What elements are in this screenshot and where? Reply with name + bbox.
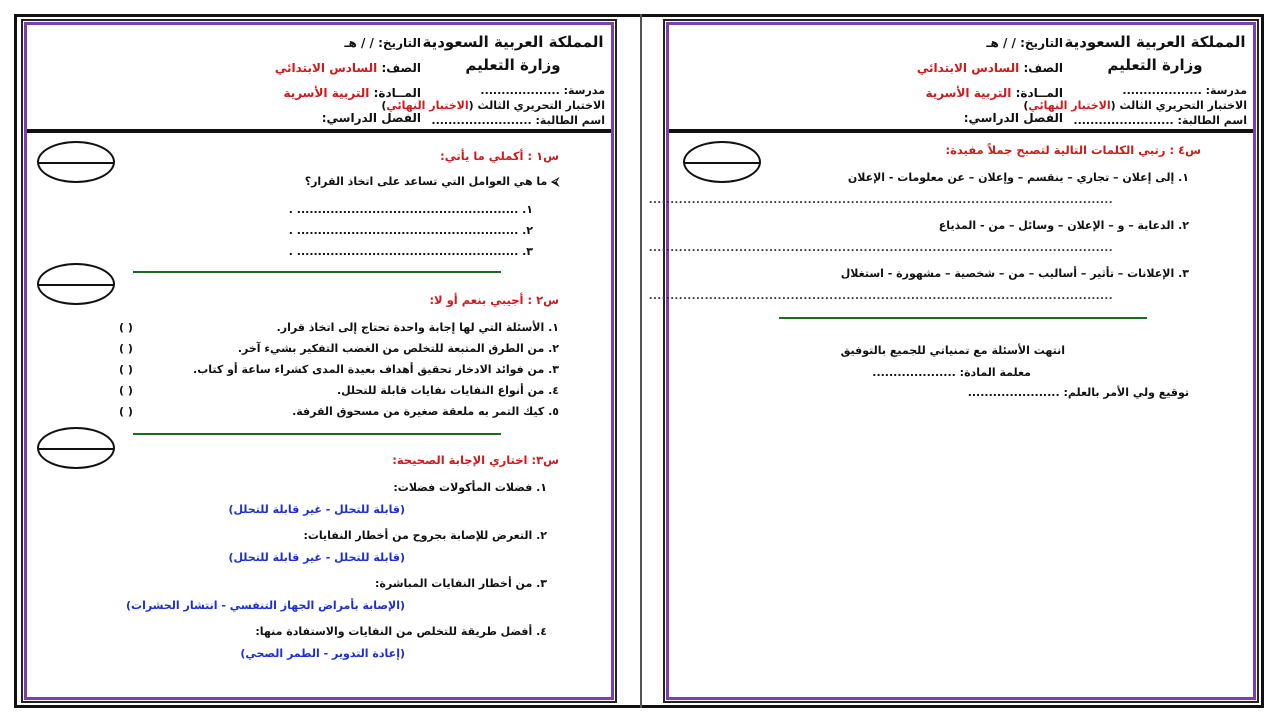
q2-item-1: ١. الأسئلة التي لها إجابة واحدة تحتاج إلى اتخاذ قرار. [276, 321, 559, 334]
exam-title: الاختبار التحريري الثالث ( [1110, 99, 1247, 112]
answer-paren[interactable]: ( ) [119, 363, 133, 376]
score-ellipse [37, 263, 115, 305]
q3-title: س٣: اختاري الإجابة الصحيحة: [392, 453, 559, 467]
q4-item-2: ٢. الدعاية – و – الإعلان – وسائل – من - المذياع [938, 219, 1189, 232]
q4-answer-1: ............................................................................................................ [648, 195, 1113, 206]
score-ellipse [683, 141, 761, 183]
arrow-bullet-icon: ⮘ [551, 175, 559, 188]
exam-final: الاختبار النهائي [386, 99, 469, 112]
q3-item-2: ٢. التعرض للإصابة بجروح من أخطار النفايات: [303, 529, 547, 542]
score-ellipse [37, 427, 115, 469]
q3-choices-1: (قابلة للتحلل - غير قابلة للتحلل) [228, 503, 405, 516]
logo-line-1: المملكة العربية السعودية [422, 33, 604, 51]
closing-text: انتهت الأسئلة مع تمنياتي للجميع بالتوفيق [840, 344, 1065, 357]
q4-title: س٤ : رتبي الكلمات التالية لتصبح جملاً مفيدة: [945, 143, 1201, 157]
student-name-label: اسم الطالبة: ........................ [431, 114, 605, 127]
q3-item-3: ٣. من أخطار النفايات المباشرة: [374, 577, 547, 590]
sheet-header [669, 25, 1253, 129]
teacher-signature: معلمة المادة: .................... [872, 366, 1031, 379]
date-value: / / هـ [986, 36, 1016, 50]
section-rule [133, 433, 501, 435]
q3-choices-4: (إعادة التدوير - الطمر الصحي) [240, 647, 405, 660]
school-label: مدرسة: ................... [480, 84, 605, 97]
q3-item-1: ١. فضلات المأكولات فضلات: [393, 481, 547, 494]
guardian-signature: توقيع ولي الأمر بالعلم: ...................... [967, 386, 1189, 399]
q2-title: س٢ : أجيبي بنعم أو لا: [429, 293, 559, 307]
section-rule [779, 317, 1147, 319]
date-label: التاريخ: [1020, 36, 1063, 50]
q1-answer-1: ١. ..................................................... . [288, 203, 533, 216]
exam-title: الاختبار التحريري الثالث ( [468, 99, 605, 112]
q4-answer-2: ............................................................................................................ [648, 243, 1113, 254]
school-info [381, 83, 605, 128]
logo-line-1: المملكة العربية السعودية [1064, 33, 1246, 51]
q1-prompt [305, 175, 559, 189]
grade-value: السادس الابتدائي [274, 61, 378, 75]
exam-close: ) [381, 99, 387, 112]
grade-label: الصف: [381, 61, 421, 75]
term-label: الفصل الدراسي: [321, 111, 421, 125]
q2-item-5: ٥. كيك التمر به ملعقة صغيرة من مسحوق القرفة. [292, 405, 559, 418]
header-rule [669, 129, 1253, 133]
date-label: التاريخ: [378, 36, 421, 50]
header-rule [27, 129, 611, 133]
q2-item-4: ٤. من أنواع النفايات نفايات قابلة للتحلل. [336, 384, 559, 397]
exam-final: الاختبار النهائي [1028, 99, 1111, 112]
section-rule [133, 271, 501, 273]
ministry-logo [418, 31, 608, 77]
subject-value: التربية الأسرية [925, 86, 1012, 100]
q3-choices-2: (قابلة للتحلل - غير قابلة للتحلل) [228, 551, 405, 564]
score-ellipse [37, 141, 115, 183]
q1-title: س١ : أكملي ما يأتي: [440, 149, 559, 163]
term-label: الفصل الدراسي: [963, 111, 1063, 125]
q4-answer-3: ............................................................................................................ [648, 291, 1113, 302]
answer-paren[interactable]: ( ) [119, 321, 133, 334]
logo-line-2: وزارة التعليم [1107, 56, 1203, 74]
q4-item-3: ٣. الإعلانات – تأثير – أساليب – من – شخصية – مشهورة - استغلال [840, 267, 1189, 280]
subject-value: التربية الأسرية [283, 86, 370, 100]
q2-item-2: ٢. من الطرق المتبعة للتخلص من الغضب التفكير بشيء آخر. [237, 342, 559, 355]
q1-prompt-text: ما هي العوامل التي تساعد على اتخاذ القرار؟ [304, 175, 548, 188]
grade-value: السادس الابتدائي [916, 61, 1020, 75]
school-info [1023, 83, 1247, 128]
student-name-label: اسم الطالبة: ........................ [1073, 114, 1247, 127]
answer-paren[interactable]: ( ) [119, 405, 133, 418]
subject-label: المــادة: [1015, 86, 1063, 100]
exam-close: ) [1023, 99, 1029, 112]
grade-label: الصف: [1023, 61, 1063, 75]
ministry-logo [1060, 31, 1250, 77]
q2-item-3: ٣. من فوائد الادخار تحقيق أهداف بعيدة المدى كشراء ساعة أو كتاب. [193, 363, 559, 376]
logo-line-2: وزارة التعليم [465, 56, 561, 74]
school-label: مدرسة: ................... [1122, 84, 1247, 97]
q4-item-1: ١. إلى إعلان – تجاري – ينقسم – وإعلان – عن معلومات - الإعلان [847, 171, 1189, 184]
q1-answer-2: ٢. ..................................................... . [288, 224, 533, 237]
exam-sheet-right [648, 22, 1256, 700]
q1-answer-3: ٣. ..................................................... . [288, 245, 533, 258]
date-value: / / هـ [344, 36, 374, 50]
answer-paren[interactable]: ( ) [119, 342, 133, 355]
exam-sheet-left [24, 22, 614, 700]
answer-paren[interactable]: ( ) [119, 384, 133, 397]
subject-label: المــادة: [373, 86, 421, 100]
q3-choices-3: (الإصابة بأمراض الجهاز التنفسي - انتشار الحشرات) [125, 599, 405, 612]
page-divider [640, 14, 642, 708]
q3-item-4: ٤. أفضل طريقة للتخلص من النفايات والاستفادة منها: [255, 625, 547, 638]
sheet-header [27, 25, 611, 129]
